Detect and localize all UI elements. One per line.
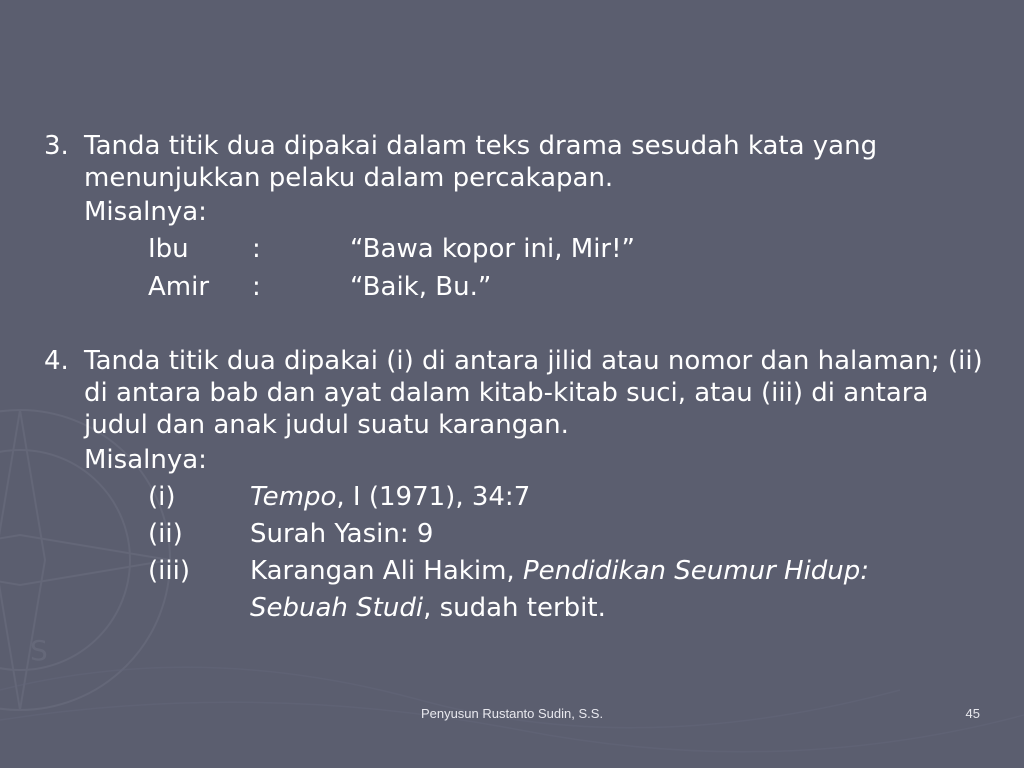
rule-item-3 <box>44 130 984 194</box>
footer-author: Penyusun Rustanto Sudin, S.S. <box>420 706 604 721</box>
dialogue-line: “Baik, Bu.” <box>350 272 492 302</box>
example-label-roman: (i) <box>148 482 176 512</box>
example-text: Surah Yasin: 9 <box>250 519 434 549</box>
example-label: Misalnya: <box>84 445 207 475</box>
example-text <box>250 481 530 513</box>
rule-text: Tanda titik dua dipakai (i) di antara jilid atau nomor dan halaman; (ii) di antara bab dan ayat dalam kitab-kitab suci, atau (iii) di antara judul dan anak judul suatu karangan. <box>84 346 991 440</box>
example-label-roman: (ii) <box>148 519 183 549</box>
dialogue-line: “Bawa kopor ini, Mir!” <box>350 234 635 264</box>
example-italic: Sebuah Studi <box>250 593 424 623</box>
example-label: Misalnya: <box>84 197 207 227</box>
item-number: 4. <box>44 346 69 376</box>
dialogue-speaker: Amir <box>148 272 210 302</box>
example-rest: , sudah terbit. <box>423 593 606 623</box>
example-text-continued <box>250 592 606 624</box>
dialogue-speaker: Ibu <box>148 234 189 264</box>
dialogue-colon: : <box>252 234 261 264</box>
page-number: 45 <box>965 706 980 721</box>
example-italic: Tempo <box>250 482 337 512</box>
svg-text:S: S <box>30 634 48 667</box>
rule-text: Tanda titik dua dipakai dalam teks drama sesudah kata yang menunjukkan pelaku dalam percakapan. <box>84 131 886 193</box>
rule-item-4 <box>44 345 991 441</box>
example-text <box>250 555 869 587</box>
example-label-roman: (iii) <box>148 556 190 586</box>
example-text-start: Karangan Ali Hakim, <box>250 556 523 586</box>
dialogue-colon: : <box>252 272 261 302</box>
item-number: 3. <box>44 131 69 161</box>
example-rest: , I (1971), 34:7 <box>336 482 531 512</box>
example-italic: Pendidikan Seumur Hidup: <box>522 556 870 586</box>
